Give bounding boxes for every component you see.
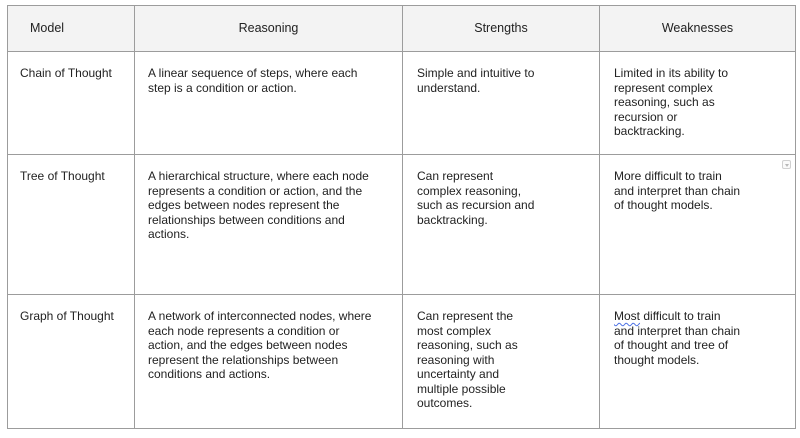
cell-model-text: Tree of Thought bbox=[20, 169, 105, 183]
cell-reasoning-text: A hierarchical structure, where each node represents a condition or action, and the edges between nodes represent the relationships between conditions and actions. bbox=[148, 169, 369, 241]
cell-weaknesses-text: More difficult to train and interpret than chain of thought models. bbox=[614, 169, 741, 212]
header-model[interactable] bbox=[8, 6, 135, 52]
cell-weaknesses[interactable] bbox=[600, 155, 796, 295]
header-row bbox=[8, 6, 796, 52]
cell-model[interactable] bbox=[8, 52, 135, 155]
cell-model-text: Chain of Thought bbox=[20, 66, 112, 80]
table-row bbox=[8, 155, 796, 295]
cell-strengths-text: Simple and intuitive to understand. bbox=[417, 66, 535, 95]
header-strengths[interactable] bbox=[403, 6, 600, 52]
table-row bbox=[8, 295, 796, 429]
chevron-down-icon[interactable] bbox=[782, 160, 791, 169]
cell-weaknesses-text bbox=[600, 295, 795, 367]
cell-reasoning[interactable] bbox=[135, 52, 403, 155]
header-strengths-label: Strengths bbox=[474, 21, 528, 36]
cell-model-text: Graph of Thought bbox=[20, 309, 114, 323]
cell-strengths[interactable] bbox=[403, 155, 600, 295]
cell-reasoning-text: A linear sequence of steps, where each step is a condition or action. bbox=[148, 66, 358, 95]
cell-reasoning-text: A network of interconnected nodes, where each node represents a condition or action, and the edges between nodes represent the relationships between conditions and actions. bbox=[148, 309, 372, 381]
cell-reasoning[interactable] bbox=[135, 295, 403, 429]
cell-strengths[interactable] bbox=[403, 295, 600, 429]
cell-weaknesses-rest: difficult to train and interpret than chain of thought and tree of thought models. bbox=[614, 309, 741, 367]
cell-model[interactable] bbox=[8, 295, 135, 429]
cell-reasoning[interactable] bbox=[135, 155, 403, 295]
comparison-table bbox=[7, 5, 796, 429]
cell-strengths-text: Can represent complex reasoning, such as recursion and backtracking. bbox=[417, 169, 535, 227]
header-reasoning-label: Reasoning bbox=[238, 21, 299, 36]
header-model-label: Model bbox=[30, 21, 65, 36]
header-weaknesses-label: Weaknesses bbox=[661, 21, 734, 36]
cell-weaknesses[interactable] bbox=[600, 52, 796, 155]
cell-weaknesses[interactable] bbox=[600, 295, 796, 429]
header-reasoning[interactable] bbox=[135, 6, 403, 52]
spellcheck-word[interactable]: Most bbox=[614, 309, 641, 323]
header-weaknesses[interactable] bbox=[600, 6, 796, 52]
cell-strengths-text: Can represent the most complex reasoning, such as reasoning with uncertainty and multiple possible outcomes. bbox=[417, 309, 518, 410]
table-row bbox=[8, 52, 796, 155]
cell-model[interactable] bbox=[8, 155, 135, 295]
cell-weaknesses-text: Limited in its ability to represent complex reasoning, such as recursion or backtracking. bbox=[614, 66, 729, 138]
cell-strengths[interactable] bbox=[403, 52, 600, 155]
